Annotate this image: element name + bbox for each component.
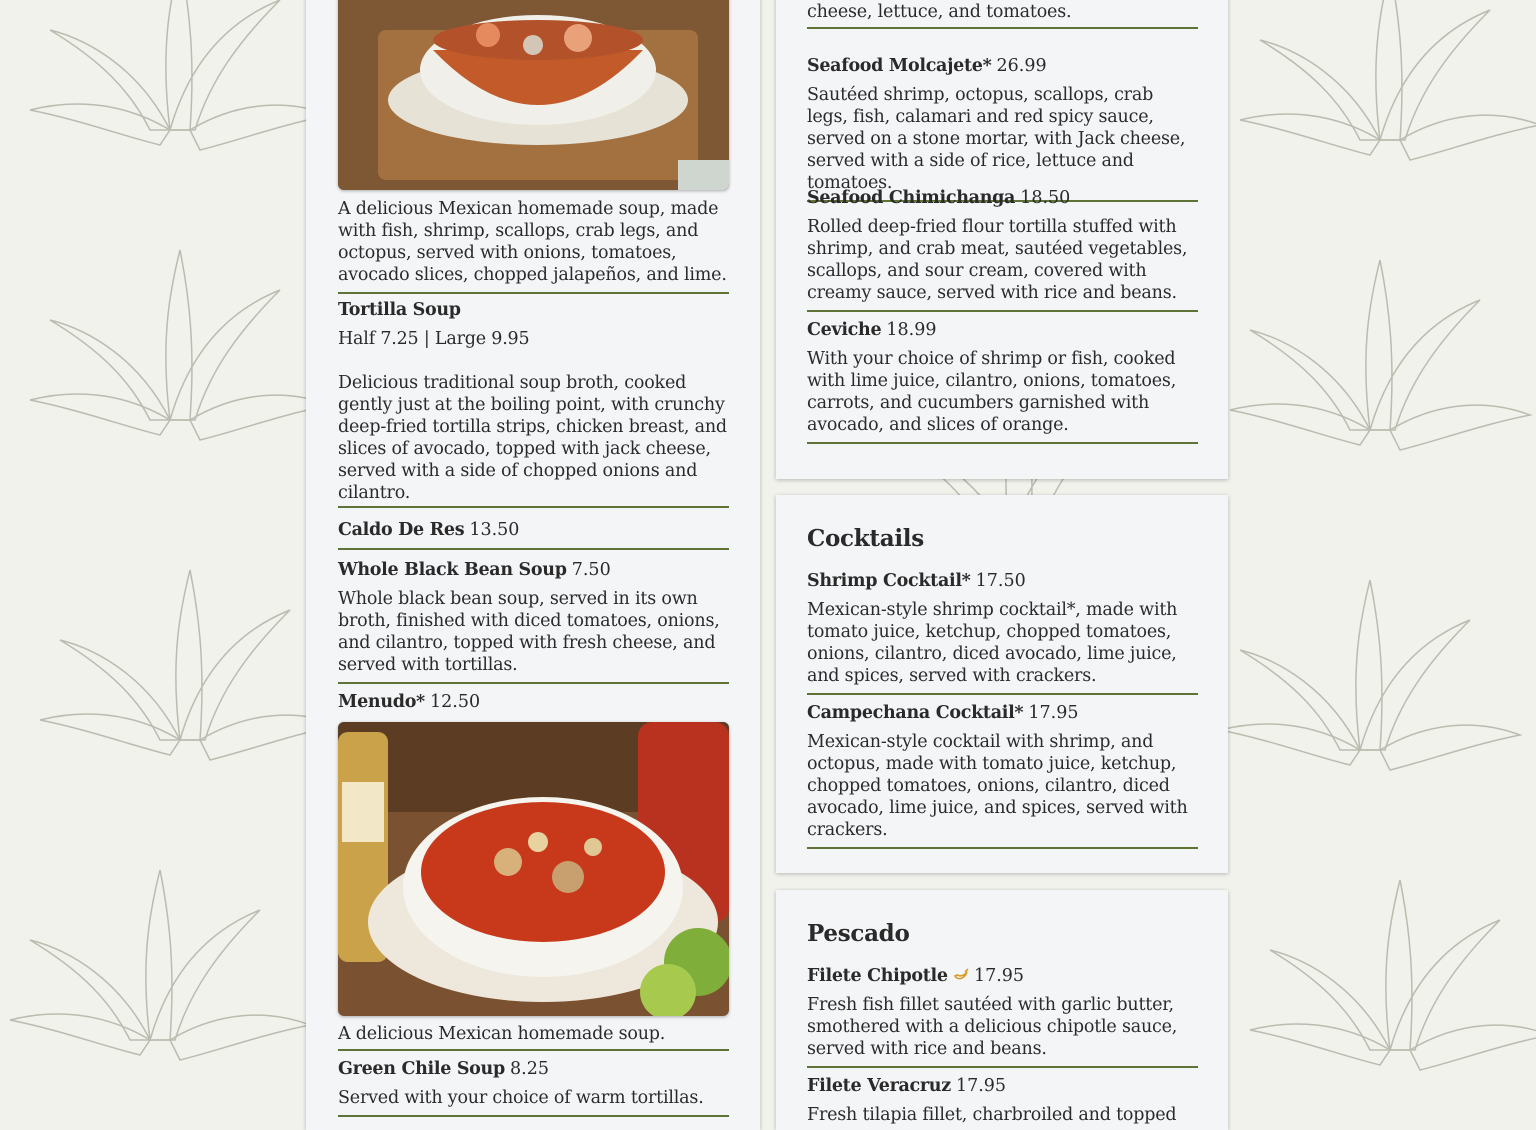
item-description: Sautéed shrimp, octopus, scallops, crab legs, fish, calamari and red spicy sauce, served on a stone mortar, with Jack cheese, served with a side of rice, lettuce and tomatoes. <box>807 85 1186 193</box>
seafood-soup-photo <box>338 0 729 190</box>
item-name: Seafood Chimichanga <box>807 188 1016 208</box>
item-name: Seafood Molcajete* <box>807 56 992 76</box>
item-price: 7.50 <box>571 560 611 580</box>
item-name: Whole Black Bean Soup <box>338 560 567 580</box>
pescado-card <box>776 890 1228 1130</box>
menu-item-seafood-molcajete <box>807 56 1198 202</box>
section-title: Pescado <box>807 920 910 947</box>
item-price: 17.95 <box>1028 703 1079 723</box>
item-name: Caldo De Res <box>338 520 465 540</box>
cocktails-card <box>776 495 1228 873</box>
item-description: cheese, lettuce, and tomatoes. <box>807 2 1072 22</box>
item-price: 8.25 <box>510 1059 549 1079</box>
menudo-desc-block <box>338 1023 729 1051</box>
menu-item-whole-black-bean-soup <box>338 560 729 684</box>
item-name: Tortilla Soup <box>338 300 461 320</box>
seafood-soup-desc-block <box>338 198 729 294</box>
item-name: Campechana Cocktail* <box>807 703 1024 723</box>
menu-item-menudo <box>338 692 729 712</box>
item-description: With your choice of shrimp or fish, cooked with lime juice, cilantro, onions, tomatoes, carrots, and cucumbers garnished with avocado, and slices of orange. <box>807 349 1177 435</box>
item-description: Fresh fish fillet sautéed with garlic butter, smothered with a delicious chipotle sauce, served with rice and beans. <box>807 995 1178 1059</box>
item-description: Fresh tilapia fillet, charbroiled and topped <box>807 1105 1177 1125</box>
menu-item-seafood-chimichanga <box>807 188 1198 312</box>
item-name: Filete Chipotle <box>807 966 948 986</box>
item-sizes: Half 7.25 | Large 9.95 <box>338 329 530 349</box>
item-name: Menudo* <box>338 692 425 712</box>
item-price: 18.50 <box>1020 188 1071 208</box>
section-title: Cocktails <box>807 525 924 552</box>
menu-item-continued <box>807 0 1198 29</box>
menu-item-campechana-cocktail <box>807 703 1198 849</box>
chili-pepper-icon <box>953 968 969 982</box>
mariscos-card <box>776 0 1228 479</box>
menu-item-filete-veracruz <box>807 1076 1198 1126</box>
menu-item-ceviche <box>807 320 1198 444</box>
menu-item-filete-chipotle <box>807 966 1198 1068</box>
item-price: 13.50 <box>469 520 520 540</box>
item-price: 17.95 <box>973 966 1025 986</box>
menu-item-tortilla-soup <box>338 300 729 508</box>
item-name: Green Chile Soup <box>338 1059 505 1079</box>
item-description: Delicious traditional soup broth, cooked gently just at the boiling point, with crunchy deep-fried tortilla strips, chicken breast, and slices of avocado, topped with jack cheese, served with a side of chopped onions and cilantro. <box>338 373 727 503</box>
item-description: Mexican-style shrimp cocktail*, made with tomato juice, ketchup, chopped tomatoes, onions, cilantro, diced avocado, lime juice, and spices, served with crackers. <box>807 600 1178 686</box>
item-price: 17.50 <box>975 571 1026 591</box>
menu-item-green-chile-soup <box>338 1059 729 1117</box>
seafood-soup-description: A delicious Mexican homemade soup, made with fish, shrimp, scallops, crab legs, and octopus, served with onions, tomatoes, avocado slices, chopped jalapeños, and lime. <box>338 199 727 285</box>
item-description: Served with your choice of warm tortillas. <box>338 1088 704 1108</box>
item-price: 18.99 <box>886 320 937 340</box>
item-price: 17.95 <box>955 1076 1007 1096</box>
menu-item-caldo-de-res <box>338 520 729 550</box>
item-description: Rolled deep-fried flour tortilla stuffed with shrimp, and crab meat, sautéed vegetables, scallops, and sour cream, covered with creamy sauce, served with rice and beans. <box>807 217 1188 303</box>
item-name: Ceviche <box>807 320 882 340</box>
item-price: 26.99 <box>996 56 1047 76</box>
menudo-photo <box>338 722 729 1016</box>
soups-card <box>306 0 760 1130</box>
item-price: 12.50 <box>430 692 481 712</box>
menudo-description: A delicious Mexican homemade soup. <box>338 1024 666 1044</box>
item-name: Shrimp Cocktail* <box>807 571 971 591</box>
item-description: Mexican-style cocktail with shrimp, and octopus, made with tomato juice, ketchup, chopped tomatoes, onions, cilantro, diced avocado, lime juice, and spices, served with crackers. <box>807 732 1188 840</box>
item-name: Filete Veracruz <box>807 1076 951 1096</box>
item-description: Whole black bean soup, served in its own broth, finished with diced tomatoes, onions, and cilantro, topped with fresh cheese, and served with tortillas. <box>338 589 720 675</box>
menu-item-shrimp-cocktail <box>807 571 1198 695</box>
